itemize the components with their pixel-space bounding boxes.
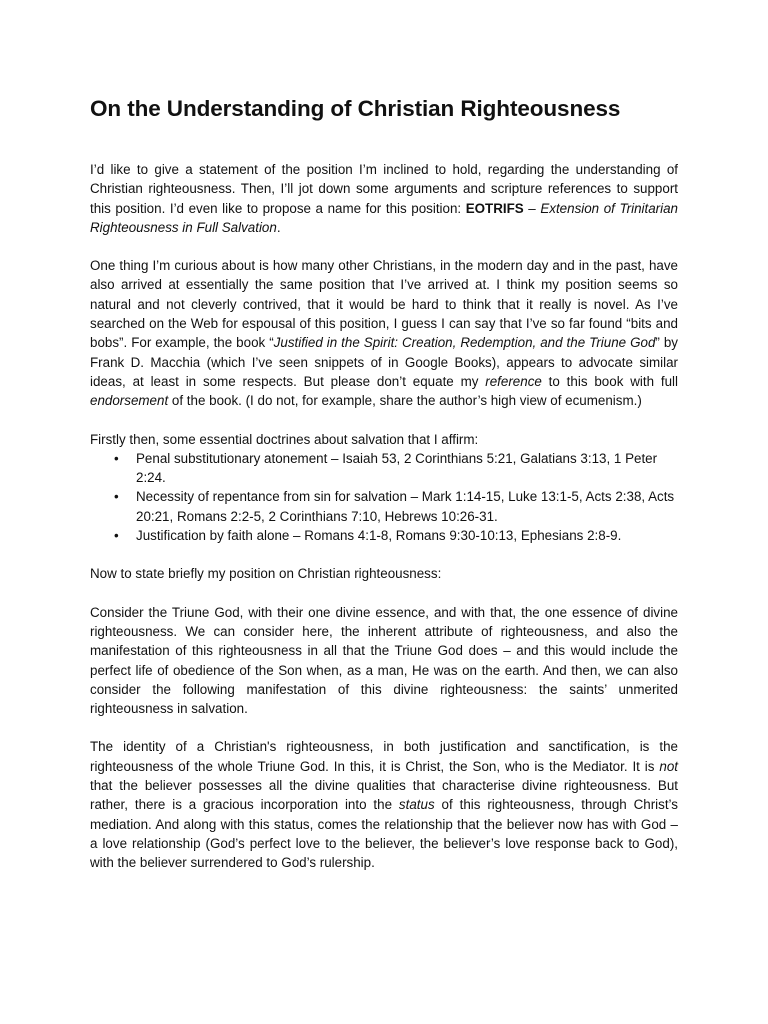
bullet-icon: • [114, 528, 119, 544]
status-emphasis: status [398, 797, 435, 813]
curiosity-paragraph [90, 256, 678, 410]
identity-text-b: that the believer possesses all the divine qualities that characterise divine righteousness. But rather, there is a gracious incorporation into the [90, 778, 678, 813]
document-title: On the Understanding of Christian Righteousness [90, 96, 621, 121]
list-item [114, 526, 678, 545]
bullet-icon: • [114, 450, 119, 466]
identity-text-c: of this righteousness, through Christ’s mediation. And along with this status, comes the relationship that the believer now has with God – a love relationship (God’s perfect love to the believer, the believer’s love response back to God), with the believer surrendered to God’s rulership. [90, 797, 678, 871]
acronym-expansion: Extension of Trinitarian Righteousness in Full Salvation [90, 200, 678, 235]
list-item [114, 449, 678, 488]
intro-dash: – [523, 200, 541, 216]
not-emphasis: not [659, 758, 678, 774]
list-item-text: Justification by faith alone – Romans 4:1-8, Romans 9:30-10:13, Ephesians 2:8-9. [136, 528, 622, 544]
intro-paragraph [90, 160, 678, 237]
endorsement-emphasis: endorsement [90, 393, 169, 409]
reference-emphasis: reference [485, 373, 542, 389]
curiosity-text-b: ” by Frank D. Macchia (which I’ve seen snippets of in Google Books), appears to advocate similar ideas, at least in some respects. But please don’t equate my [90, 335, 678, 389]
list-item [114, 487, 678, 526]
bullet-icon: • [114, 489, 119, 505]
intro-end: . [276, 219, 281, 235]
curiosity-text-c: to this book with full [541, 373, 678, 389]
list-item-text: Penal substitutionary atonement – Isaiah 53, 2 Corinthians 5:21, Galatians 3:13, 1 Peter 2:24. [136, 450, 658, 486]
doctrines-list [90, 449, 678, 545]
doctrines-intro: Firstly then, some essential doctrines about salvation that I affirm: [90, 431, 479, 447]
list-item-text: Necessity of repentance from sin for salvation – Mark 1:14-15, Luke 13:1-5, Acts 2:38, Acts 20:21, Romans 2:2-5, 2 Corinthians 7:10, Hebrews 10:26-31. [136, 489, 675, 524]
position-intro: Now to state briefly my position on Christian righteousness: [90, 566, 442, 582]
intro-text: I’d like to give a statement of the position I’m inclined to hold, regarding the understanding of Christian righteousness. Then, I’ll jot down some arguments and scripture references to support this position. I’d even like to propose a name for this position: [90, 162, 678, 216]
identity-text-a: The identity of a Christian's righteousness, in both justification and sanctification, is the righteousness of the whole Triune God. In this, it is Christ, the Son, who is the Mediator. It is [90, 739, 678, 774]
triune-paragraph: Consider the Triune God, with their one divine essence, and with that, the one essence of divine righteousness. We can consider here, the inherent attribute of righteousness, and also the manifestation of this righteousness in all that the Triune God does – and this would include the perfect life of obedience of the Son when, as a man, He was on the earth. And then, we can also consider the following manifestation of this divine righteousness: the saints’ unmerited righteousness in salvation. [90, 604, 678, 717]
book-title: Justified in the Spirit: Creation, Redemption, and the Triune God [273, 335, 656, 351]
curiosity-text-a: One thing I’m curious about is how many other Christians, in the modern day and in the past, have also arrived at essentially the same position that I’ve arrived at. I think my position seems so natural and not cleverly contrived, that it would be hard to think that it really is novel. As I’ve searched on the Web for espousal of this position, I guess I can say that I’ve so far found “bits and bobs”. For example, the book “ [90, 258, 678, 351]
curiosity-text-d: of the book. (I do not, for example, share the author’s high view of ecumenism.) [168, 393, 642, 409]
identity-paragraph [90, 737, 678, 872]
position-acronym: EOTRIFS [465, 200, 524, 216]
